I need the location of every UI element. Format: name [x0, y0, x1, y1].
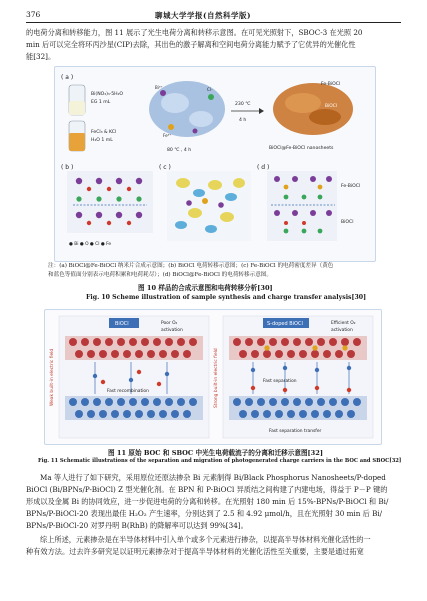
header-rule [26, 22, 401, 23]
panel-b-lattice [67, 171, 153, 233]
ion-cl: Cl⁻ [207, 87, 214, 92]
fig11-title-en: Fig. 11 Schematic illustrations of the separation and migration of photogenerated charge carriers in the BOC and SBOC[32] [38, 458, 402, 464]
reagent-bottom-sub: H₂O 1 mL [91, 138, 113, 143]
page-number: 376 [26, 10, 41, 19]
left-note-2: activation [161, 328, 183, 333]
panel-c-density [167, 171, 251, 241]
ion-bi: Bi³⁺ [155, 85, 163, 90]
ion-fe: Fe³⁺ [163, 133, 172, 138]
condition-a: 80 ℃ , 4 h [167, 148, 192, 153]
right-note-1: Efficient O₂ [331, 321, 356, 326]
journal-header: 聊城大学学报(自然科学版) [155, 11, 252, 20]
side-label-right: Strong built-in electric field [214, 348, 219, 408]
layer-bi: BiOCl [341, 220, 354, 225]
reagent-top-sub: EG 1 mL [91, 100, 111, 105]
fig10-caption-note-2: 和蓝色等值面分别表示电荷积累和电荷耗尽）；(d) BiOCl@Fe-BiOCl 的电荷转移示意图。 [48, 272, 272, 278]
right-top-layer [229, 336, 367, 360]
body-line-5: BPNs/P-BiOCl-20 对罗丹明 B(RhB) 的降解率可以达到 99%[34]。 [26, 521, 248, 530]
right-bottom-note-2: Fast separation transfer [269, 429, 322, 434]
left-top-layer [65, 336, 203, 360]
fig11-title-cn: 图 11 原始 BOC 和 SBOC 中光生电荷载流子的分离和迁移示意图[32] [108, 449, 323, 457]
fig10-title-cn: 图 10 样品的合成示意图和电荷转移分析[30] [138, 284, 273, 292]
panel-d-label: ( d ) [257, 164, 270, 171]
right-bottom-note: Fast separation [263, 379, 297, 384]
condition-b: 230 ℃ [235, 102, 251, 107]
left-bottom-layer [65, 396, 203, 420]
reagent-top: Bi(NO₃)₃·5H₂O [91, 92, 124, 97]
product-label: Fe-BiOCl [321, 82, 341, 87]
body-line-4: BPNs/P-BiOCl-20 表现出最佳 H₂O₂ 产生速率，分别达到了 2.5 和 4.92 μmol/h，且在光照射 30 min 后 Bi/ [26, 509, 383, 518]
figure-10-graphic [55, 67, 375, 261]
right-panel-title: S-doped BiOCl [267, 321, 303, 327]
side-label-left: Weak built-in electric field [50, 348, 55, 406]
body-line-7: 种有效方法。过去许多研究足以证明元素掺杂对于提高半导体材料的光催化活性至关重要，主要是通过拓宽 [26, 547, 364, 556]
intro-line-1: 的电荷分离和转移能力，图 11 展示了光生电荷分离和转移示意图。在可见光照射下，SBOC-3 在光照 20 [26, 28, 363, 37]
figure-10 [54, 66, 376, 262]
product-label-2: BiOCl [325, 104, 337, 109]
fig10-caption-note-1: 注：(a) BiOCl@Fe-BiOCl 纳米片合成示意图；(b) BiOCl 电荷转移示意图；(c) Fe-BiOCl 的电荷密度差异（黄色 [48, 263, 334, 269]
nanosheet-label: BiOCl@Fe-BiOCl nanosheets [269, 146, 334, 151]
left-note-1: Poor O₂ [161, 321, 178, 326]
panel-c-label: ( c ) [159, 164, 171, 171]
legend: ● Bi ● O ● Cl ● Fe [69, 242, 112, 247]
condition-b2: 4 h [239, 118, 247, 123]
body-line-1: Ma 等人进行了如下研究，采用原位还原法掺杂 Bi 元素制得 Bi/Black Phosphorus Nanosheets/P-doped [40, 473, 386, 482]
intro-line-2: min 后可以完全将环丙沙星(CIP)去除，其出色的激子解离和空间电荷分离能力赋予了它优异的光催化性 [26, 40, 356, 49]
right-note-2: activation [331, 328, 353, 333]
panel-b-label: ( b ) [61, 164, 74, 171]
panel-d-lattice [267, 171, 337, 241]
panel-a-label: ( a ) [61, 74, 74, 81]
figure-11-graphic [45, 310, 381, 444]
intro-line-3: 能[32]。 [26, 52, 56, 61]
body-line-6: 综上所述，元素掺杂是在半导体材料中引入单个或多个元素进行掺杂，以提高半导体材料光催化活性的一 [40, 535, 371, 544]
fig10-title-en: Fig. 10 Scheme illustration of sample synthesis and charge transfer analysis[30] [86, 294, 367, 301]
left-panel-title: BiOCl [115, 321, 129, 327]
right-bottom-layer [229, 396, 367, 420]
left-bottom-note: Fast recombination [107, 389, 149, 394]
figure-11 [44, 309, 382, 445]
body-line-2: BiOCl (Bi/BPNs/P-BiOCl) Z 型光催化剂。在 BPN 和 P-BiOCl 异质结之间构建了内建电场，得益于 P－P 键的 [26, 485, 388, 494]
reagent-bottom: FeCl₃ & KCl [91, 130, 117, 135]
layer-fe: Fe-BiOCl [341, 184, 361, 189]
body-line-3: 形成以及金属 Bi 的协同效应，进一步促进电荷的分离和转移。在光照射 180 min 后 15%-BPNs/P-BiOCl 和 Bi/ [26, 497, 389, 506]
